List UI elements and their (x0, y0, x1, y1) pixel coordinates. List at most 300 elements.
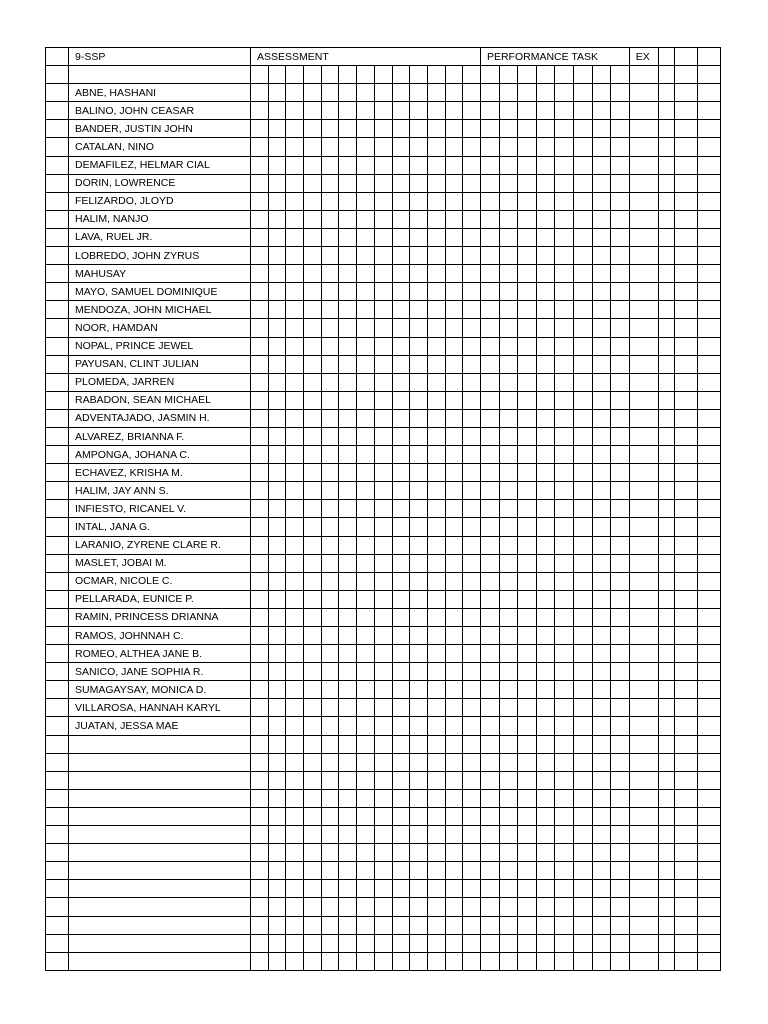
score-cell[interactable] (410, 807, 428, 825)
score-cell[interactable] (592, 120, 611, 138)
score-cell[interactable] (286, 952, 304, 970)
score-cell[interactable] (339, 862, 357, 880)
score-cell[interactable] (611, 247, 630, 265)
score-cell[interactable] (410, 699, 428, 717)
score-cell[interactable] (592, 681, 611, 699)
score-cell[interactable] (392, 283, 410, 301)
score-cell[interactable] (286, 84, 304, 102)
score-cell[interactable] (480, 319, 499, 337)
score-cell[interactable] (427, 391, 445, 409)
score-cell[interactable] (321, 862, 339, 880)
score-cell[interactable] (304, 102, 322, 120)
score-cell[interactable] (339, 735, 357, 753)
score-cell[interactable] (339, 446, 357, 464)
score-cell[interactable] (357, 66, 375, 84)
score-cell[interactable] (357, 337, 375, 355)
score-cell[interactable] (555, 952, 574, 970)
score-cell[interactable] (463, 681, 481, 699)
score-cell[interactable] (339, 210, 357, 228)
score-cell[interactable] (268, 554, 286, 572)
score-cell[interactable] (629, 717, 658, 735)
score-cell[interactable] (304, 446, 322, 464)
score-cell[interactable] (410, 102, 428, 120)
score-cell[interactable] (480, 391, 499, 409)
score-cell[interactable] (611, 934, 630, 952)
score-cell[interactable] (321, 283, 339, 301)
score-cell[interactable] (592, 464, 611, 482)
score-cell[interactable] (410, 120, 428, 138)
score-cell[interactable] (410, 500, 428, 518)
score-cell[interactable] (518, 862, 537, 880)
score-cell[interactable] (427, 174, 445, 192)
score-cell[interactable] (629, 916, 658, 934)
score-cell[interactable] (480, 283, 499, 301)
score-cell[interactable] (573, 84, 592, 102)
score-cell[interactable] (410, 753, 428, 771)
score-cell[interactable] (592, 446, 611, 464)
score-cell[interactable] (658, 373, 674, 391)
score-cell[interactable] (697, 409, 720, 427)
score-cell[interactable] (697, 536, 720, 554)
score-cell[interactable] (518, 753, 537, 771)
score-cell[interactable] (286, 283, 304, 301)
score-cell[interactable] (427, 717, 445, 735)
score-cell[interactable] (410, 645, 428, 663)
score-cell[interactable] (392, 645, 410, 663)
score-cell[interactable] (392, 138, 410, 156)
score-cell[interactable] (480, 572, 499, 590)
score-cell[interactable] (304, 862, 322, 880)
score-cell[interactable] (629, 283, 658, 301)
score-cell[interactable] (463, 138, 481, 156)
score-cell[interactable] (658, 536, 674, 554)
score-cell[interactable] (463, 898, 481, 916)
score-cell[interactable] (463, 247, 481, 265)
score-cell[interactable] (392, 482, 410, 500)
score-cell[interactable] (592, 355, 611, 373)
score-cell[interactable] (697, 427, 720, 445)
score-cell[interactable] (357, 807, 375, 825)
score-cell[interactable] (536, 84, 555, 102)
score-cell[interactable] (427, 880, 445, 898)
score-cell[interactable] (480, 645, 499, 663)
score-cell[interactable] (427, 102, 445, 120)
score-cell[interactable] (268, 120, 286, 138)
score-cell[interactable] (658, 826, 674, 844)
score-cell[interactable] (697, 210, 720, 228)
score-cell[interactable] (445, 826, 463, 844)
score-cell[interactable] (357, 446, 375, 464)
score-cell[interactable] (629, 518, 658, 536)
score-cell[interactable] (304, 500, 322, 518)
score-cell[interactable] (374, 247, 392, 265)
score-cell[interactable] (374, 862, 392, 880)
score-cell[interactable] (339, 916, 357, 934)
score-cell[interactable] (592, 952, 611, 970)
score-cell[interactable] (445, 699, 463, 717)
score-cell[interactable] (518, 536, 537, 554)
score-cell[interactable] (392, 391, 410, 409)
score-cell[interactable] (286, 916, 304, 934)
score-cell[interactable] (592, 138, 611, 156)
score-cell[interactable] (518, 627, 537, 645)
score-cell[interactable] (321, 916, 339, 934)
score-cell[interactable] (321, 826, 339, 844)
score-cell[interactable] (674, 862, 697, 880)
score-cell[interactable] (251, 84, 269, 102)
score-cell[interactable] (410, 446, 428, 464)
score-cell[interactable] (304, 265, 322, 283)
score-cell[interactable] (658, 681, 674, 699)
score-cell[interactable] (536, 627, 555, 645)
score-cell[interactable] (268, 464, 286, 482)
score-cell[interactable] (392, 355, 410, 373)
score-cell[interactable] (536, 265, 555, 283)
score-cell[interactable] (251, 409, 269, 427)
score-cell[interactable] (697, 156, 720, 174)
score-cell[interactable] (321, 645, 339, 663)
score-cell[interactable] (321, 138, 339, 156)
score-cell[interactable] (286, 771, 304, 789)
score-cell[interactable] (463, 283, 481, 301)
score-cell[interactable] (392, 717, 410, 735)
score-cell[interactable] (374, 482, 392, 500)
score-cell[interactable] (555, 301, 574, 319)
score-cell[interactable] (629, 66, 658, 84)
score-cell[interactable] (286, 301, 304, 319)
score-cell[interactable] (392, 120, 410, 138)
score-cell[interactable] (555, 210, 574, 228)
score-cell[interactable] (629, 409, 658, 427)
score-cell[interactable] (697, 355, 720, 373)
score-cell[interactable] (392, 446, 410, 464)
score-cell[interactable] (658, 807, 674, 825)
score-cell[interactable] (573, 627, 592, 645)
score-cell[interactable] (357, 771, 375, 789)
score-cell[interactable] (611, 735, 630, 753)
score-cell[interactable] (427, 735, 445, 753)
score-cell[interactable] (592, 482, 611, 500)
score-cell[interactable] (499, 916, 518, 934)
score-cell[interactable] (304, 645, 322, 663)
score-cell[interactable] (518, 210, 537, 228)
score-cell[interactable] (592, 663, 611, 681)
score-cell[interactable] (427, 536, 445, 554)
score-cell[interactable] (339, 391, 357, 409)
score-cell[interactable] (499, 608, 518, 626)
score-cell[interactable] (555, 337, 574, 355)
score-cell[interactable] (268, 663, 286, 681)
score-cell[interactable] (321, 482, 339, 500)
score-cell[interactable] (392, 102, 410, 120)
score-cell[interactable] (392, 608, 410, 626)
score-cell[interactable] (410, 518, 428, 536)
score-cell[interactable] (392, 409, 410, 427)
score-cell[interactable] (304, 880, 322, 898)
score-cell[interactable] (592, 862, 611, 880)
score-cell[interactable] (321, 771, 339, 789)
score-cell[interactable] (427, 373, 445, 391)
score-cell[interactable] (463, 536, 481, 554)
score-cell[interactable] (427, 228, 445, 246)
score-cell[interactable] (611, 572, 630, 590)
score-cell[interactable] (697, 753, 720, 771)
score-cell[interactable] (251, 952, 269, 970)
score-cell[interactable] (268, 355, 286, 373)
score-cell[interactable] (392, 174, 410, 192)
score-cell[interactable] (674, 554, 697, 572)
score-cell[interactable] (658, 789, 674, 807)
score-cell[interactable] (374, 916, 392, 934)
score-cell[interactable] (573, 663, 592, 681)
score-cell[interactable] (697, 952, 720, 970)
score-cell[interactable] (611, 536, 630, 554)
score-cell[interactable] (499, 826, 518, 844)
score-cell[interactable] (463, 228, 481, 246)
score-cell[interactable] (286, 446, 304, 464)
score-cell[interactable] (674, 518, 697, 536)
score-cell[interactable] (251, 880, 269, 898)
score-cell[interactable] (573, 66, 592, 84)
score-cell[interactable] (697, 789, 720, 807)
score-cell[interactable] (374, 174, 392, 192)
score-cell[interactable] (374, 446, 392, 464)
score-cell[interactable] (518, 120, 537, 138)
score-cell[interactable] (592, 807, 611, 825)
score-cell[interactable] (445, 717, 463, 735)
score-cell[interactable] (304, 138, 322, 156)
score-cell[interactable] (611, 518, 630, 536)
score-cell[interactable] (611, 500, 630, 518)
score-cell[interactable] (629, 427, 658, 445)
score-cell[interactable] (536, 663, 555, 681)
score-cell[interactable] (268, 265, 286, 283)
score-cell[interactable] (518, 66, 537, 84)
score-cell[interactable] (592, 826, 611, 844)
score-cell[interactable] (573, 880, 592, 898)
score-cell[interactable] (611, 446, 630, 464)
score-cell[interactable] (555, 156, 574, 174)
score-cell[interactable] (304, 518, 322, 536)
score-cell[interactable] (480, 753, 499, 771)
score-cell[interactable] (674, 409, 697, 427)
score-cell[interactable] (573, 120, 592, 138)
score-cell[interactable] (536, 916, 555, 934)
score-cell[interactable] (518, 373, 537, 391)
score-cell[interactable] (357, 826, 375, 844)
score-cell[interactable] (555, 916, 574, 934)
score-cell[interactable] (357, 590, 375, 608)
score-cell[interactable] (463, 590, 481, 608)
score-cell[interactable] (499, 681, 518, 699)
score-cell[interactable] (374, 409, 392, 427)
score-cell[interactable] (374, 102, 392, 120)
score-cell[interactable] (629, 174, 658, 192)
score-cell[interactable] (268, 156, 286, 174)
score-cell[interactable] (674, 844, 697, 862)
score-cell[interactable] (251, 138, 269, 156)
score-cell[interactable] (304, 717, 322, 735)
score-cell[interactable] (268, 409, 286, 427)
score-cell[interactable] (321, 753, 339, 771)
score-cell[interactable] (592, 66, 611, 84)
score-cell[interactable] (480, 373, 499, 391)
score-cell[interactable] (658, 699, 674, 717)
score-cell[interactable] (592, 102, 611, 120)
score-cell[interactable] (518, 880, 537, 898)
score-cell[interactable] (445, 283, 463, 301)
score-cell[interactable] (536, 247, 555, 265)
score-cell[interactable] (304, 627, 322, 645)
score-cell[interactable] (251, 427, 269, 445)
score-cell[interactable] (518, 337, 537, 355)
score-cell[interactable] (536, 898, 555, 916)
score-cell[interactable] (499, 572, 518, 590)
score-cell[interactable] (286, 735, 304, 753)
score-cell[interactable] (321, 247, 339, 265)
score-cell[interactable] (445, 753, 463, 771)
score-cell[interactable] (374, 898, 392, 916)
score-cell[interactable] (463, 355, 481, 373)
score-cell[interactable] (251, 373, 269, 391)
score-cell[interactable] (463, 952, 481, 970)
score-cell[interactable] (480, 355, 499, 373)
score-cell[interactable] (518, 446, 537, 464)
score-cell[interactable] (629, 500, 658, 518)
score-cell[interactable] (392, 554, 410, 572)
score-cell[interactable] (518, 192, 537, 210)
score-cell[interactable] (392, 681, 410, 699)
score-cell[interactable] (410, 789, 428, 807)
score-cell[interactable] (392, 952, 410, 970)
score-cell[interactable] (463, 409, 481, 427)
score-cell[interactable] (499, 102, 518, 120)
score-cell[interactable] (268, 608, 286, 626)
score-cell[interactable] (573, 681, 592, 699)
score-cell[interactable] (268, 391, 286, 409)
score-cell[interactable] (268, 192, 286, 210)
score-cell[interactable] (339, 717, 357, 735)
score-cell[interactable] (518, 319, 537, 337)
score-cell[interactable] (592, 409, 611, 427)
score-cell[interactable] (251, 464, 269, 482)
score-cell[interactable] (674, 590, 697, 608)
score-cell[interactable] (357, 283, 375, 301)
score-cell[interactable] (357, 102, 375, 120)
score-cell[interactable] (357, 373, 375, 391)
score-cell[interactable] (518, 952, 537, 970)
score-cell[interactable] (480, 608, 499, 626)
score-cell[interactable] (339, 753, 357, 771)
score-cell[interactable] (463, 301, 481, 319)
score-cell[interactable] (697, 247, 720, 265)
score-cell[interactable] (499, 373, 518, 391)
score-cell[interactable] (463, 391, 481, 409)
score-cell[interactable] (357, 500, 375, 518)
score-cell[interactable] (629, 247, 658, 265)
score-cell[interactable] (536, 156, 555, 174)
score-cell[interactable] (321, 627, 339, 645)
score-cell[interactable] (445, 608, 463, 626)
score-cell[interactable] (480, 427, 499, 445)
score-cell[interactable] (480, 699, 499, 717)
score-cell[interactable] (321, 319, 339, 337)
score-cell[interactable] (555, 880, 574, 898)
score-cell[interactable] (427, 337, 445, 355)
score-cell[interactable] (658, 84, 674, 102)
score-cell[interactable] (321, 337, 339, 355)
score-cell[interactable] (573, 500, 592, 518)
score-cell[interactable] (304, 916, 322, 934)
score-cell[interactable] (374, 210, 392, 228)
score-cell[interactable] (286, 880, 304, 898)
score-cell[interactable] (629, 301, 658, 319)
score-cell[interactable] (629, 156, 658, 174)
score-cell[interactable] (611, 301, 630, 319)
score-cell[interactable] (321, 663, 339, 681)
score-cell[interactable] (339, 536, 357, 554)
score-cell[interactable] (304, 681, 322, 699)
score-cell[interactable] (339, 174, 357, 192)
score-cell[interactable] (392, 500, 410, 518)
score-cell[interactable] (251, 862, 269, 880)
score-cell[interactable] (480, 301, 499, 319)
score-cell[interactable] (592, 844, 611, 862)
score-cell[interactable] (339, 355, 357, 373)
score-cell[interactable] (674, 627, 697, 645)
score-cell[interactable] (611, 753, 630, 771)
score-cell[interactable] (463, 807, 481, 825)
score-cell[interactable] (499, 84, 518, 102)
score-cell[interactable] (268, 699, 286, 717)
score-cell[interactable] (611, 826, 630, 844)
score-cell[interactable] (463, 880, 481, 898)
score-cell[interactable] (536, 934, 555, 952)
score-cell[interactable] (480, 482, 499, 500)
score-cell[interactable] (536, 807, 555, 825)
score-cell[interactable] (674, 898, 697, 916)
score-cell[interactable] (374, 554, 392, 572)
score-cell[interactable] (674, 608, 697, 626)
score-cell[interactable] (251, 645, 269, 663)
score-cell[interactable] (480, 807, 499, 825)
score-cell[interactable] (392, 464, 410, 482)
score-cell[interactable] (251, 681, 269, 699)
score-cell[interactable] (629, 464, 658, 482)
score-cell[interactable] (445, 844, 463, 862)
score-cell[interactable] (463, 66, 481, 84)
score-cell[interactable] (480, 735, 499, 753)
score-cell[interactable] (321, 84, 339, 102)
score-cell[interactable] (480, 337, 499, 355)
score-cell[interactable] (339, 427, 357, 445)
score-cell[interactable] (629, 590, 658, 608)
score-cell[interactable] (573, 355, 592, 373)
score-cell[interactable] (427, 319, 445, 337)
score-cell[interactable] (480, 862, 499, 880)
score-cell[interactable] (518, 156, 537, 174)
score-cell[interactable] (321, 210, 339, 228)
score-cell[interactable] (321, 880, 339, 898)
score-cell[interactable] (286, 807, 304, 825)
score-cell[interactable] (357, 753, 375, 771)
score-cell[interactable] (251, 627, 269, 645)
score-cell[interactable] (410, 590, 428, 608)
score-cell[interactable] (629, 228, 658, 246)
score-cell[interactable] (674, 663, 697, 681)
score-cell[interactable] (555, 391, 574, 409)
score-cell[interactable] (392, 572, 410, 590)
